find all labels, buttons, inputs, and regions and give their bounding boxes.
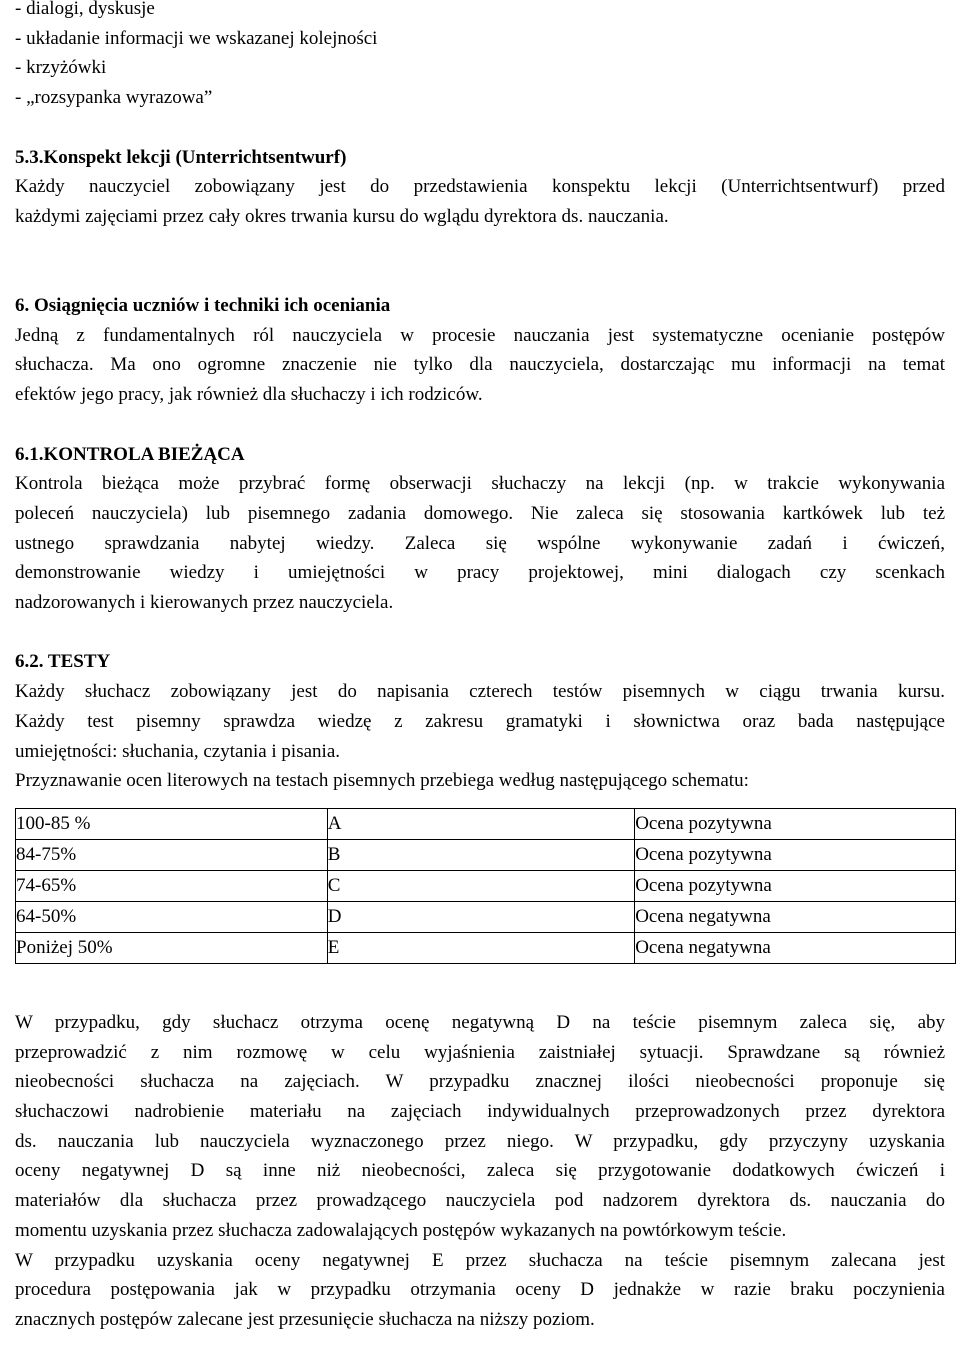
letter-cell: D xyxy=(327,901,635,932)
section-6 xyxy=(15,291,945,410)
list-item: - krzyżówki xyxy=(15,57,107,79)
spacer xyxy=(15,113,945,143)
list-item: - dialogi, dyskusje xyxy=(15,0,155,19)
paragraph-line: nieobecności słuchacza na zajęciach. W przypadku znacznej ilości nieobecności proponuje się xyxy=(15,1071,945,1093)
paragraph-line: znacznych postępów zalecane jest przesunięcie słuchacza na niższy poziom. xyxy=(15,1308,595,1330)
document-page xyxy=(15,0,945,1335)
range-cell: 64-50% xyxy=(16,901,328,932)
table-row xyxy=(16,870,956,901)
paragraph-line: procedura postępowania jak w przypadku otrzymania oceny D jednakże w razie braku poczynienia xyxy=(15,1279,945,1301)
paragraph-line: materiałów dla słuchacza przez prowadzącego nauczyciela pod nadzorem dyrektora ds. nauczania do xyxy=(15,1190,945,1212)
range-cell: Poniżej 50% xyxy=(16,932,328,963)
table-row xyxy=(16,932,956,963)
range-cell: 74-65% xyxy=(16,870,328,901)
result-cell: Ocena pozytywna xyxy=(635,839,956,870)
section-6-1 xyxy=(15,440,945,618)
paragraph-line: W przypadku uzyskania oceny negatywnej E przez słuchacza na teście pisemnym zalecana jest xyxy=(15,1249,945,1271)
paragraph-line: ds. nauczania lub nauczyciela wyznaczonego przez niego. W przypadku, gdy przyczyny uzyskania xyxy=(15,1130,945,1152)
list-item: - „rozsypanka wyrazowa” xyxy=(15,87,213,109)
table-row xyxy=(16,808,956,839)
paragraph-line: Kontrola bieżąca może przybrać formę obserwacji słuchaczy na lekcji (np. w trakcie wykonywania xyxy=(15,473,945,495)
letter-cell: C xyxy=(327,870,635,901)
section-heading: 5.3.Konspekt lekcji (Unterrichtsentwurf) xyxy=(15,146,347,168)
result-cell: Ocena negatywna xyxy=(635,932,956,963)
paragraph-line: Każdy test pisemny sprawdza wiedzę z zakresu gramatyki i słownictwa oraz bada następujące xyxy=(15,710,945,732)
grades-table xyxy=(15,808,956,964)
table-row xyxy=(16,901,956,932)
result-cell: Ocena pozytywna xyxy=(635,870,956,901)
letter-cell: A xyxy=(327,808,635,839)
result-cell: Ocena negatywna xyxy=(635,901,956,932)
paragraph-line: słuchaczowi nadrobienie materiału na zajęciach indywidualnych przeprowadzonych przez dyrektora xyxy=(15,1101,945,1123)
activities-list xyxy=(15,0,945,113)
paragraph-line: poleceń nauczyciela) lub pisemnego zadania domowego. Nie zaleca się stosowania kartkówek lub też xyxy=(15,502,945,524)
paragraph-line: Każdy nauczyciel zobowiązany jest do przedstawienia konspektu lekcji (Unterrichtsentwurf) przed xyxy=(15,176,945,198)
range-cell: 84-75% xyxy=(16,839,328,870)
paragraph-line: Każdy słuchacz zobowiązany jest do napisania czterech testów pisemnych w ciągu trwania kursu. xyxy=(15,681,945,703)
paragraph-line: demonstrowanie wiedzy i umiejętności w pracy projektowej, mini dialogach czy scenkach xyxy=(15,562,945,584)
paragraph-line: ustnego sprawdzania nabytej wiedzy. Zaleca się wspólne wykonywanie zadań i ćwiczeń, xyxy=(15,532,945,554)
paragraph-line: oceny negatywnej D są inne niż nieobecności, zaleca się przygotowanie dodatkowych ćwiczeń i xyxy=(15,1160,945,1182)
paragraph-line: przeprowadzić z nim rozmowę w celu wyjaśnienia zaistniałej sytuacji. Sprawdzane są również xyxy=(15,1041,945,1063)
paragraph-line: Przyznawanie ocen literowych na testach pisemnych przebiega według następującego schematu: xyxy=(15,770,749,792)
paragraph-line: Jedną z fundamentalnych ról nauczyciela w procesie nauczania jest systematyczne ocenianie postępów xyxy=(15,324,945,346)
table-row xyxy=(16,839,956,870)
section-heading: 6.1.KONTROLA BIEŻĄCA xyxy=(15,443,245,465)
paragraph-line: efektów jego pracy, jak również dla słuchaczy i ich rodziców. xyxy=(15,384,483,406)
range-cell: 100-85 % xyxy=(16,808,328,839)
section-heading: 6. Osiągnięcia uczniów i techniki ich oceniania xyxy=(15,295,391,316)
section-heading: 6.2. TESTY xyxy=(15,651,111,673)
spacer xyxy=(15,410,945,440)
spacer xyxy=(15,232,945,291)
paragraph-line: słuchacza. Ma ono ogromne znaczenie nie tylko dla nauczyciela, dostarczając mu informacji na temat xyxy=(15,354,945,376)
closing-paragraph xyxy=(15,1008,945,1335)
paragraph-line: nadzorowanych i kierowanych przez nauczyciela. xyxy=(15,592,394,614)
spacer xyxy=(15,964,945,1008)
list-item: - układanie informacji we wskazanej kolejności xyxy=(15,27,378,49)
letter-cell: B xyxy=(327,839,635,870)
letter-cell: E xyxy=(327,932,635,963)
paragraph-line: każdymi zajęciami przez cały okres trwania kursu do wglądu dyrektora ds. nauczania. xyxy=(15,205,669,227)
paragraph-line: umiejętności: słuchania, czytania i pisania. xyxy=(15,740,341,762)
spacer xyxy=(15,618,945,648)
paragraph-line: momentu uzyskania przez słuchacza zadowalających postępów wykazanych na powtórkowym teście. xyxy=(15,1219,787,1241)
section-6-2 xyxy=(15,647,945,796)
paragraph-line: W przypadku, gdy słuchacz otrzyma ocenę negatywną D na teście pisemnym zaleca się, aby xyxy=(15,1011,945,1033)
section-5-3 xyxy=(15,143,945,232)
result-cell: Ocena pozytywna xyxy=(635,808,956,839)
